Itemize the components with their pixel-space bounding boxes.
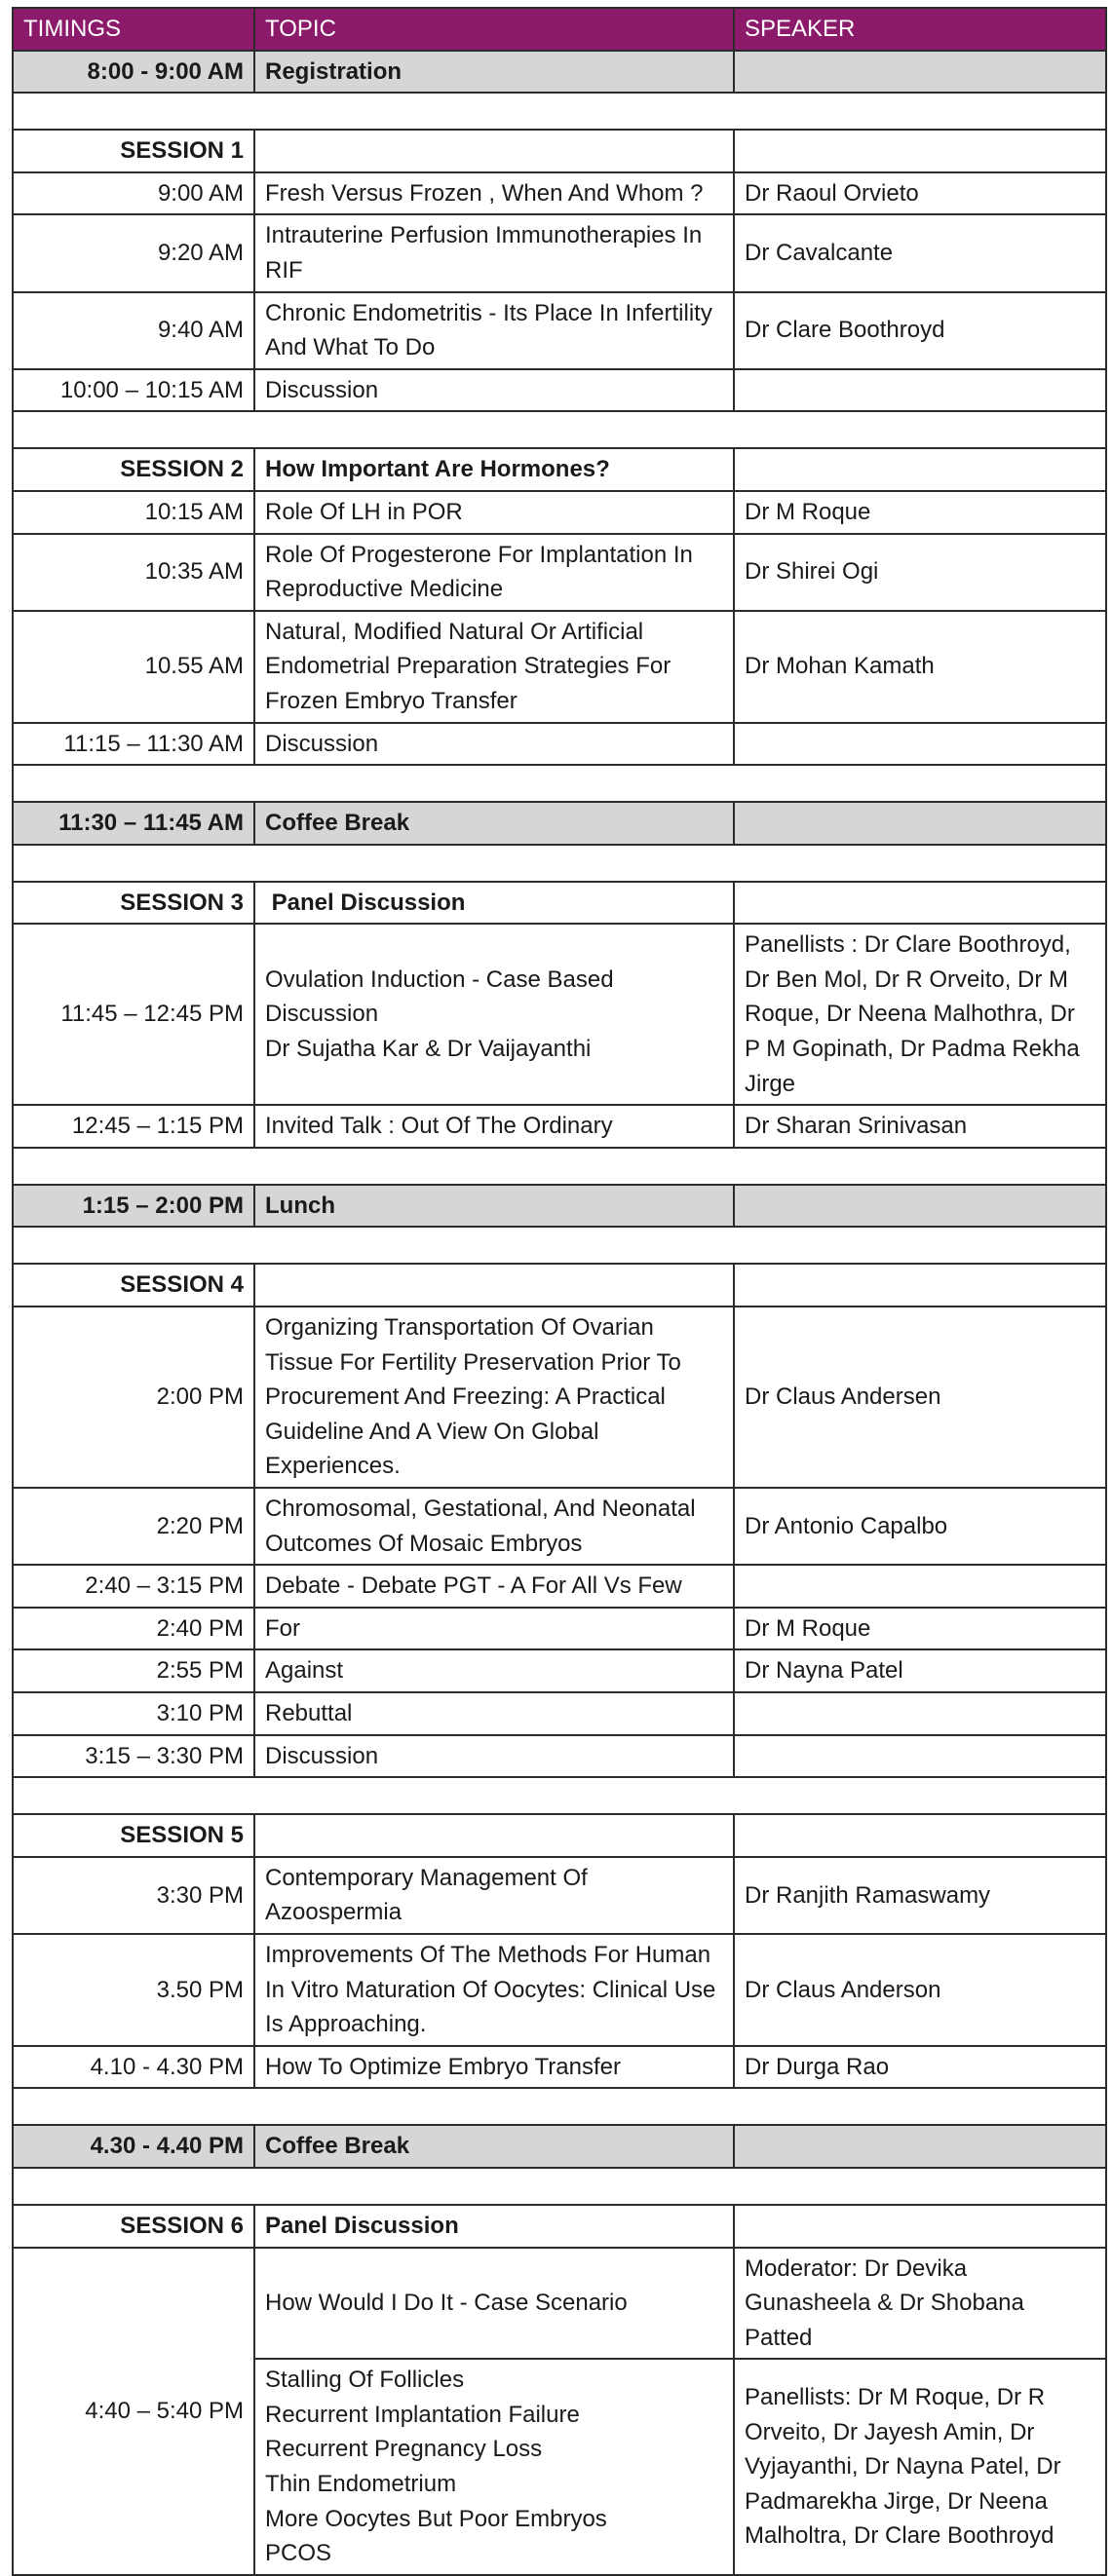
session-title: Panel Discussion [254, 2205, 734, 2248]
session-title [254, 1264, 734, 1307]
speaker-cell [734, 2125, 1106, 2168]
spacer-row [13, 765, 1106, 802]
table-row [13, 172, 1106, 215]
coffee-break-row [13, 802, 1106, 845]
time-cell: 11:30 – 11:45 AM [13, 802, 254, 845]
spacer-row [13, 2168, 1106, 2205]
speaker-cell [734, 1735, 1106, 1778]
topic-item: More Oocytes But Poor Embryos [265, 2505, 607, 2532]
topic-item: Thin Endometrium [265, 2471, 457, 2498]
time-cell: 3:30 PM [13, 1857, 254, 1934]
speaker-cell: Moderator: Dr Devika Gunasheela & Dr Shobana Patted [734, 2248, 1106, 2360]
topic-cell: Improvements Of The Methods For Human In Vitro Maturation Of Oocytes: Clinical Use Is Approaching. [254, 1934, 734, 2046]
session-2-row [13, 448, 1106, 491]
speaker-cell: Dr M Roque [734, 1608, 1106, 1650]
speaker-cell: Dr Nayna Patel [734, 1649, 1106, 1692]
time-cell: 3.50 PM [13, 1934, 254, 2046]
table-row [13, 2248, 1106, 2360]
topic-cell: Against [254, 1649, 734, 1692]
time-cell: 3:15 – 3:30 PM [13, 1735, 254, 1778]
coffee-break-row [13, 2125, 1106, 2168]
speaker-cell: Panellists : Dr Clare Boothroyd, Dr Ben Mol, Dr R Orveito, Dr M Roque, Dr Neena Malhothra, Dr P M Gopinath, Dr Padma Rekha Jirge [734, 924, 1106, 1105]
topic-line: Ovulation Induction - Case Based Discussion [265, 966, 614, 1028]
table-row [13, 1488, 1106, 1565]
table-row [13, 1608, 1106, 1650]
session-title [254, 1814, 734, 1857]
topic-presenters: Dr Sujatha Kar & Dr Vaijayanthi [265, 1036, 592, 1063]
speaker-cell: Dr Antonio Capalbo [734, 1488, 1106, 1565]
spacer-row [13, 93, 1106, 130]
header-row [13, 8, 1106, 51]
topic-cell: Discussion [254, 723, 734, 766]
speaker-cell [734, 1565, 1106, 1608]
table-row [13, 924, 1106, 1105]
speaker-cell [734, 369, 1106, 412]
table-row [13, 1934, 1106, 2046]
time-cell: 4:40 – 5:40 PM [13, 2248, 254, 2575]
time-cell: 10.55 AM [13, 611, 254, 723]
topic-cell: Registration [254, 51, 734, 94]
session-6-row [13, 2205, 1106, 2248]
topic-cell: Chronic Endometritis - Its Place In Infertility And What To Do [254, 292, 734, 369]
speaker-cell [734, 1185, 1106, 1228]
schedule-table [12, 7, 1107, 2576]
topic-item: Recurrent Implantation Failure [265, 2401, 580, 2428]
speaker-cell: Dr Ranjith Ramaswamy [734, 1857, 1106, 1934]
time-cell: 2:20 PM [13, 1488, 254, 1565]
speaker-cell: Dr Shirei Ogi [734, 534, 1106, 611]
table-row [13, 1105, 1106, 1148]
time-cell: 10:15 AM [13, 491, 254, 534]
topic-cell: Chromosomal, Gestational, And Neonatal Outcomes Of Mosaic Embryos [254, 1488, 734, 1565]
topic-cell: Natural, Modified Natural Or Artificial Endometrial Preparation Strategies For Frozen Embryo Transfer [254, 611, 734, 723]
topic-cell: Coffee Break [254, 2125, 734, 2168]
speaker-cell: Dr Cavalcante [734, 214, 1106, 291]
speaker-cell [734, 1692, 1106, 1735]
topic-cell: How To Optimize Embryo Transfer [254, 2046, 734, 2089]
session-title [254, 130, 734, 172]
speaker-cell [734, 802, 1106, 845]
time-cell: 9:40 AM [13, 292, 254, 369]
table-row [13, 491, 1106, 534]
time-cell: 9:00 AM [13, 172, 254, 215]
session-title: How Important Are Hormones? [254, 448, 734, 491]
table-row [13, 214, 1106, 291]
session-4-row [13, 1264, 1106, 1307]
topic-cell: Debate - Debate PGT - A For All Vs Few [254, 1565, 734, 1608]
topic-cell: Coffee Break [254, 802, 734, 845]
topic-cell: Fresh Versus Frozen , When And Whom ? [254, 172, 734, 215]
time-cell: 4.30 - 4.40 PM [13, 2125, 254, 2168]
time-cell: 2:40 PM [13, 1608, 254, 1650]
session-title: Panel Discussion [254, 882, 734, 925]
table-row [13, 1735, 1106, 1778]
session-label: SESSION 1 [13, 130, 254, 172]
speaker-cell: Dr Raoul Orvieto [734, 172, 1106, 215]
table-row [13, 611, 1106, 723]
table-row [13, 1649, 1106, 1692]
topic-cell [254, 924, 734, 1105]
time-cell: 1:15 – 2:00 PM [13, 1185, 254, 1228]
session-label: SESSION 4 [13, 1264, 254, 1307]
time-cell: 9:20 AM [13, 214, 254, 291]
spacer-row [13, 2088, 1106, 2125]
topic-cell: Rebuttal [254, 1692, 734, 1735]
spacer-row [13, 1227, 1106, 1264]
time-cell: 4.10 - 4.30 PM [13, 2046, 254, 2089]
lunch-row [13, 1185, 1106, 1228]
speaker-cell: Panellists: Dr M Roque, Dr R Orveito, Dr Jayesh Amin, Dr Vyjayanthi, Dr Nayna Patel, Dr Padmarekha Jirge, Dr Neena Malholtra, Dr Clare Boothroyd [734, 2359, 1106, 2575]
speaker-cell: Dr Clare Boothroyd [734, 292, 1106, 369]
speaker-cell: Dr Durga Rao [734, 2046, 1106, 2089]
speaker-cell [734, 723, 1106, 766]
time-cell: 8:00 - 9:00 AM [13, 51, 254, 94]
topic-cell: Discussion [254, 369, 734, 412]
speaker-cell: Dr Sharan Srinivasan [734, 1105, 1106, 1148]
timings-header: TIMINGS [13, 8, 254, 51]
table-row [13, 292, 1106, 369]
table-row [13, 1857, 1106, 1934]
spacer-row [13, 411, 1106, 448]
registration-row [13, 51, 1106, 94]
spacer-row [13, 845, 1106, 882]
topic-cell: Role Of LH in POR [254, 491, 734, 534]
topic-cell: Contemporary Management Of Azoospermia [254, 1857, 734, 1934]
topic-cell: Role Of Progesterone For Implantation In Reproductive Medicine [254, 534, 734, 611]
session-label: SESSION 2 [13, 448, 254, 491]
topic-cell: Organizing Transportation Of Ovarian Tissue For Fertility Preservation Prior To Procurement And Freezing: A Practical Guideline And A View On Global Experiences. [254, 1307, 734, 1488]
speaker-cell: Dr Claus Anderson [734, 1934, 1106, 2046]
session-1-row [13, 130, 1106, 172]
topic-item: Recurrent Pregnancy Loss [265, 2436, 543, 2463]
topic-cell: Invited Talk : Out Of The Ordinary [254, 1105, 734, 1148]
table-row [13, 369, 1106, 412]
time-cell: 12:45 – 1:15 PM [13, 1105, 254, 1148]
table-row [13, 1307, 1106, 1488]
table-row [13, 1565, 1106, 1608]
spacer-row [13, 1148, 1106, 1185]
time-cell: 10:00 – 10:15 AM [13, 369, 254, 412]
topic-cell: Lunch [254, 1185, 734, 1228]
time-cell: 10:35 AM [13, 534, 254, 611]
session-3-row [13, 882, 1106, 925]
time-cell: 2:55 PM [13, 1649, 254, 1692]
speaker-cell: Dr Claus Andersen [734, 1307, 1106, 1488]
topic-item: PCOS [265, 2540, 332, 2567]
table-row [13, 534, 1106, 611]
time-cell: 11:45 – 12:45 PM [13, 924, 254, 1105]
table-row [13, 1692, 1106, 1735]
time-cell: 3:10 PM [13, 1692, 254, 1735]
table-row [13, 723, 1106, 766]
speaker-cell [734, 51, 1106, 94]
topic-cell: Discussion [254, 1735, 734, 1778]
topic-cell: Intrauterine Perfusion Immunotherapies In RIF [254, 214, 734, 291]
time-cell: 2:40 – 3:15 PM [13, 1565, 254, 1608]
session-5-row [13, 1814, 1106, 1857]
topic-cell: For [254, 1608, 734, 1650]
table-row [13, 2046, 1106, 2089]
topic-header: TOPIC [254, 8, 734, 51]
time-cell: 2:00 PM [13, 1307, 254, 1488]
time-cell: 11:15 – 11:30 AM [13, 723, 254, 766]
session-label: SESSION 6 [13, 2205, 254, 2248]
speaker-cell: Dr Mohan Kamath [734, 611, 1106, 723]
topic-cell: How Would I Do It - Case Scenario [254, 2248, 734, 2360]
topic-item: Stalling Of Follicles [265, 2367, 465, 2394]
topic-cell [254, 2359, 734, 2575]
spacer-row [13, 1777, 1106, 1814]
speaker-cell: Dr M Roque [734, 491, 1106, 534]
session-label: SESSION 5 [13, 1814, 254, 1857]
session-label: SESSION 3 [13, 882, 254, 925]
speaker-header: SPEAKER [734, 8, 1106, 51]
